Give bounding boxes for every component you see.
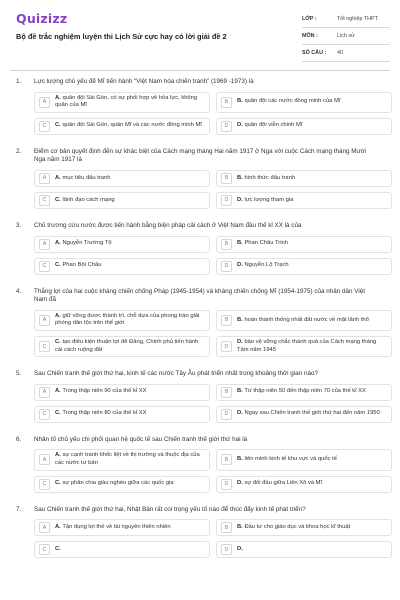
question-item xyxy=(0,506,400,559)
question-number: 7. xyxy=(16,505,22,513)
answer-option-c[interactable] xyxy=(34,336,210,357)
meta-value: 40 xyxy=(337,50,343,56)
header-divider xyxy=(10,70,390,71)
answer-option-b[interactable] xyxy=(216,236,392,253)
option-letter-badge: C xyxy=(39,479,50,490)
option-text: liên minh kinh tế khu vực và quốc tế xyxy=(244,456,337,463)
answer-option-b[interactable] xyxy=(216,449,392,470)
meta-row-subject xyxy=(302,29,390,45)
option-prefix: C. xyxy=(55,480,61,487)
option-letter-badge: B xyxy=(221,239,232,250)
option-letter-badge: C xyxy=(39,544,50,555)
meta-row-count xyxy=(302,46,390,62)
meta-label: LỚP : xyxy=(302,16,317,22)
option-prefix: C. xyxy=(55,122,61,129)
option-letter-badge: C xyxy=(39,341,50,352)
option-prefix: A. xyxy=(55,174,61,181)
option-text: sự phân chia giàu nghèo giữa các quốc gia xyxy=(62,480,174,487)
option-letter-badge: A xyxy=(39,239,50,250)
option-letter-badge: D xyxy=(221,479,232,490)
option-text: Từ thập niên 50 đến thập niên 70 của thế kỉ XX xyxy=(244,388,366,395)
answer-option-c[interactable] xyxy=(34,476,210,493)
option-prefix: C. xyxy=(55,262,61,269)
answer-options xyxy=(34,384,392,423)
answer-option-d[interactable] xyxy=(216,258,392,275)
answer-option-c[interactable] xyxy=(34,192,210,209)
option-prefix: A. xyxy=(55,240,61,247)
answer-option-a[interactable] xyxy=(34,519,210,536)
answer-option-a[interactable] xyxy=(34,236,210,253)
answer-option-c[interactable] xyxy=(34,541,210,558)
option-text: bảo vệ vững chắc thành quả của Cách mạng tháng Tám năm 1945 xyxy=(237,338,377,353)
worksheet-title: Bộ đề trắc nghiệm luyện thi Lịch Sử cực hay có lời giải đề 2 xyxy=(16,32,227,41)
answer-option-d[interactable] xyxy=(216,336,392,357)
meta-label: MÔN : xyxy=(302,33,318,39)
meta-label: SỐ CÂU : xyxy=(302,50,327,56)
option-prefix: B. xyxy=(237,174,243,181)
option-text: lãnh đạo cách mạng xyxy=(62,196,115,203)
option-prefix: B. xyxy=(237,523,243,530)
option-letter-badge: B xyxy=(221,387,232,398)
answer-options xyxy=(34,310,392,357)
option-prefix: D. xyxy=(237,196,243,203)
option-text: lực lượng tham gia xyxy=(244,196,294,203)
option-text: quân đội Sài Gòn, có sự phối hợp về hỏa lực, không quân của Mĩ xyxy=(55,94,198,109)
quizizz-logo: Quizizz xyxy=(16,11,68,26)
option-text: giữ vững được thành trì, chỗ dựa của phong trào giải phóng dân tộc trên thế giới xyxy=(55,312,200,327)
option-text: Nguyễn Lộ Trạch xyxy=(244,262,289,269)
answer-option-a[interactable] xyxy=(34,92,210,113)
option-letter-badge: C xyxy=(39,121,50,132)
answer-options xyxy=(34,92,392,135)
option-text: Trong thập niên 80 của thế kỉ XX xyxy=(62,410,147,417)
answer-options xyxy=(34,170,392,209)
answer-option-a[interactable] xyxy=(34,449,210,470)
option-letter-badge: D xyxy=(221,121,232,132)
answer-option-a[interactable] xyxy=(34,170,210,187)
option-letter-badge: A xyxy=(39,522,50,533)
option-letter-badge: D xyxy=(221,195,232,206)
answer-option-a[interactable] xyxy=(34,310,210,331)
option-text: Ngay sau Chiến tranh thế giới thứ hai đến năm 1950 xyxy=(244,410,380,417)
question-item xyxy=(0,78,400,135)
question-text: Điểm cơ bản quyết định đến sự khác biệt của Cách mạng tháng Hai năm 1917 ở Nga với cuộc Cách mạng tháng Mười Nga năm 1917 là xyxy=(34,147,367,164)
option-letter-badge: B xyxy=(221,454,232,465)
option-prefix: B. xyxy=(237,316,243,323)
option-prefix: B. xyxy=(237,98,243,105)
question-number: 1. xyxy=(16,78,22,85)
option-prefix: B. xyxy=(237,240,243,247)
option-text: quân đội viễn chinh Mĩ xyxy=(244,122,303,129)
answer-option-d[interactable] xyxy=(216,118,392,135)
option-text: Phan Bội Châu xyxy=(62,262,102,269)
option-letter-badge: C xyxy=(39,261,50,272)
option-letter-badge: D xyxy=(221,341,232,352)
answer-options xyxy=(34,236,392,275)
option-letter-badge: B xyxy=(221,97,232,108)
answer-option-a[interactable] xyxy=(34,384,210,401)
option-text: Nguyễn Trường Tộ xyxy=(62,240,112,247)
question-text: Thắng lợi của hai cuộc kháng chiến chống Pháp (1945-1954) và kháng chiến chống Mĩ (1954-1975) của nhân dân Việt Nam đã xyxy=(34,287,365,304)
question-number: 4. xyxy=(16,287,22,295)
option-letter-badge: A xyxy=(39,387,50,398)
option-letter-badge: D xyxy=(221,544,232,555)
question-item xyxy=(0,148,400,209)
option-text: sự cạnh tranh khốc liệt về thị trường và thuộc địa của các nước tư bản xyxy=(55,452,200,466)
answer-option-b[interactable] xyxy=(216,92,392,113)
question-list xyxy=(0,78,400,600)
option-prefix: C. xyxy=(55,196,61,203)
question-text: Nhân tố chủ yếu chi phối quan hệ quốc tế sau Chiến tranh thế giới thứ hai là xyxy=(34,435,248,443)
answer-option-d[interactable] xyxy=(216,476,392,493)
option-letter-badge: C xyxy=(39,195,50,206)
option-text: mục tiêu đấu tranh xyxy=(62,174,111,181)
answer-option-c[interactable] xyxy=(34,258,210,275)
option-prefix: A. xyxy=(55,94,61,101)
option-text: Đầu tư cho giáo dục và khoa học kĩ thuật xyxy=(244,523,351,530)
answer-option-b[interactable] xyxy=(216,310,392,331)
option-text: Trong thập niên 90 của thế kỉ XX xyxy=(62,388,147,395)
option-letter-badge: A xyxy=(39,315,50,326)
answer-options xyxy=(34,449,392,492)
option-prefix: A. xyxy=(55,312,61,319)
answer-option-d[interactable] xyxy=(216,541,392,558)
option-letter-badge: D xyxy=(221,261,232,272)
option-text: quân đội Sài Gòn, quân Mĩ và các nước đồng minh Mĩ xyxy=(62,122,202,129)
question-number: 6. xyxy=(16,435,22,443)
option-letter-badge: B xyxy=(221,522,232,533)
option-prefix: C. xyxy=(55,338,61,345)
question-text: Chủ trương cứu nước được tiến hành bằng biện pháp cải cách ở Việt Nam đầu thế kỉ XX là của xyxy=(34,221,302,229)
option-prefix: D. xyxy=(237,122,243,129)
question-item xyxy=(0,288,400,358)
option-prefix: D. xyxy=(237,262,243,269)
meta-value: Lịch sử xyxy=(337,33,355,39)
question-item xyxy=(0,436,400,493)
option-prefix: B. xyxy=(237,388,243,395)
option-prefix: D. xyxy=(237,410,243,417)
option-letter-badge: C xyxy=(39,409,50,420)
question-text: Sau Chiến tranh thế giới thứ hai, Nhật Bản rất coi trọng yếu tố nào để thúc đẩy kinh tế phát triển? xyxy=(34,505,306,513)
answer-option-d[interactable] xyxy=(216,406,392,423)
option-prefix: C. xyxy=(55,410,61,417)
option-prefix: B. xyxy=(237,456,243,463)
option-prefix: D. xyxy=(237,338,243,345)
answer-option-b[interactable] xyxy=(216,519,392,536)
option-text: hình thức đấu tranh xyxy=(244,174,296,181)
option-prefix: A. xyxy=(55,388,61,395)
option-text: quân đội các nước đồng minh của Mĩ xyxy=(244,98,341,105)
question-number: 5. xyxy=(16,370,22,378)
option-prefix: A. xyxy=(55,452,61,459)
option-text: Tận dụng lợi thế về tài nguyên thiên nhiên xyxy=(62,523,171,530)
question-text: Lực lượng chủ yếu để Mĩ tiến hành “Việt Nam hóa chiến tranh” (1969 -1973) là xyxy=(34,78,254,85)
option-text: sự đối đầu giữa Liên Xô và Mĩ xyxy=(244,480,323,487)
option-text: Phan Châu Trinh xyxy=(244,240,288,247)
worksheet-meta xyxy=(302,12,390,63)
option-prefix: D. xyxy=(237,480,243,487)
meta-row-class xyxy=(302,12,390,28)
answer-option-c[interactable] xyxy=(34,118,210,135)
answer-options xyxy=(34,519,392,558)
question-item xyxy=(0,222,400,275)
option-letter-badge: B xyxy=(221,315,232,326)
option-prefix: C. xyxy=(55,545,61,552)
option-letter-badge: A xyxy=(39,454,50,465)
worksheet-header xyxy=(0,0,400,68)
option-prefix: A. xyxy=(55,523,61,530)
answer-option-b[interactable] xyxy=(216,170,392,187)
meta-value: Tốt nghiệp THPT xyxy=(337,16,378,22)
question-text: Sau Chiến tranh thế giới thứ hai, kinh tế các nước Tây Âu phát triển nhất trong khoảng thời gian nào? xyxy=(34,370,318,378)
option-text: hoàn thành thống nhất đất nước về mặt lãnh thổ xyxy=(244,316,369,323)
question-number: 3. xyxy=(16,221,22,229)
question-number: 2. xyxy=(16,147,22,155)
option-letter-badge: D xyxy=(221,409,232,420)
option-text: tạo điều kiện thuận lợi để Đảng, Chính phủ tiến hành cải cách ruộng đất xyxy=(55,338,199,353)
answer-option-b[interactable] xyxy=(216,384,392,401)
answer-option-c[interactable] xyxy=(34,406,210,423)
option-prefix: D. xyxy=(237,545,243,552)
option-letter-badge: A xyxy=(39,173,50,184)
option-letter-badge: A xyxy=(39,97,50,108)
answer-option-d[interactable] xyxy=(216,192,392,209)
question-item xyxy=(0,370,400,423)
option-letter-badge: B xyxy=(221,173,232,184)
